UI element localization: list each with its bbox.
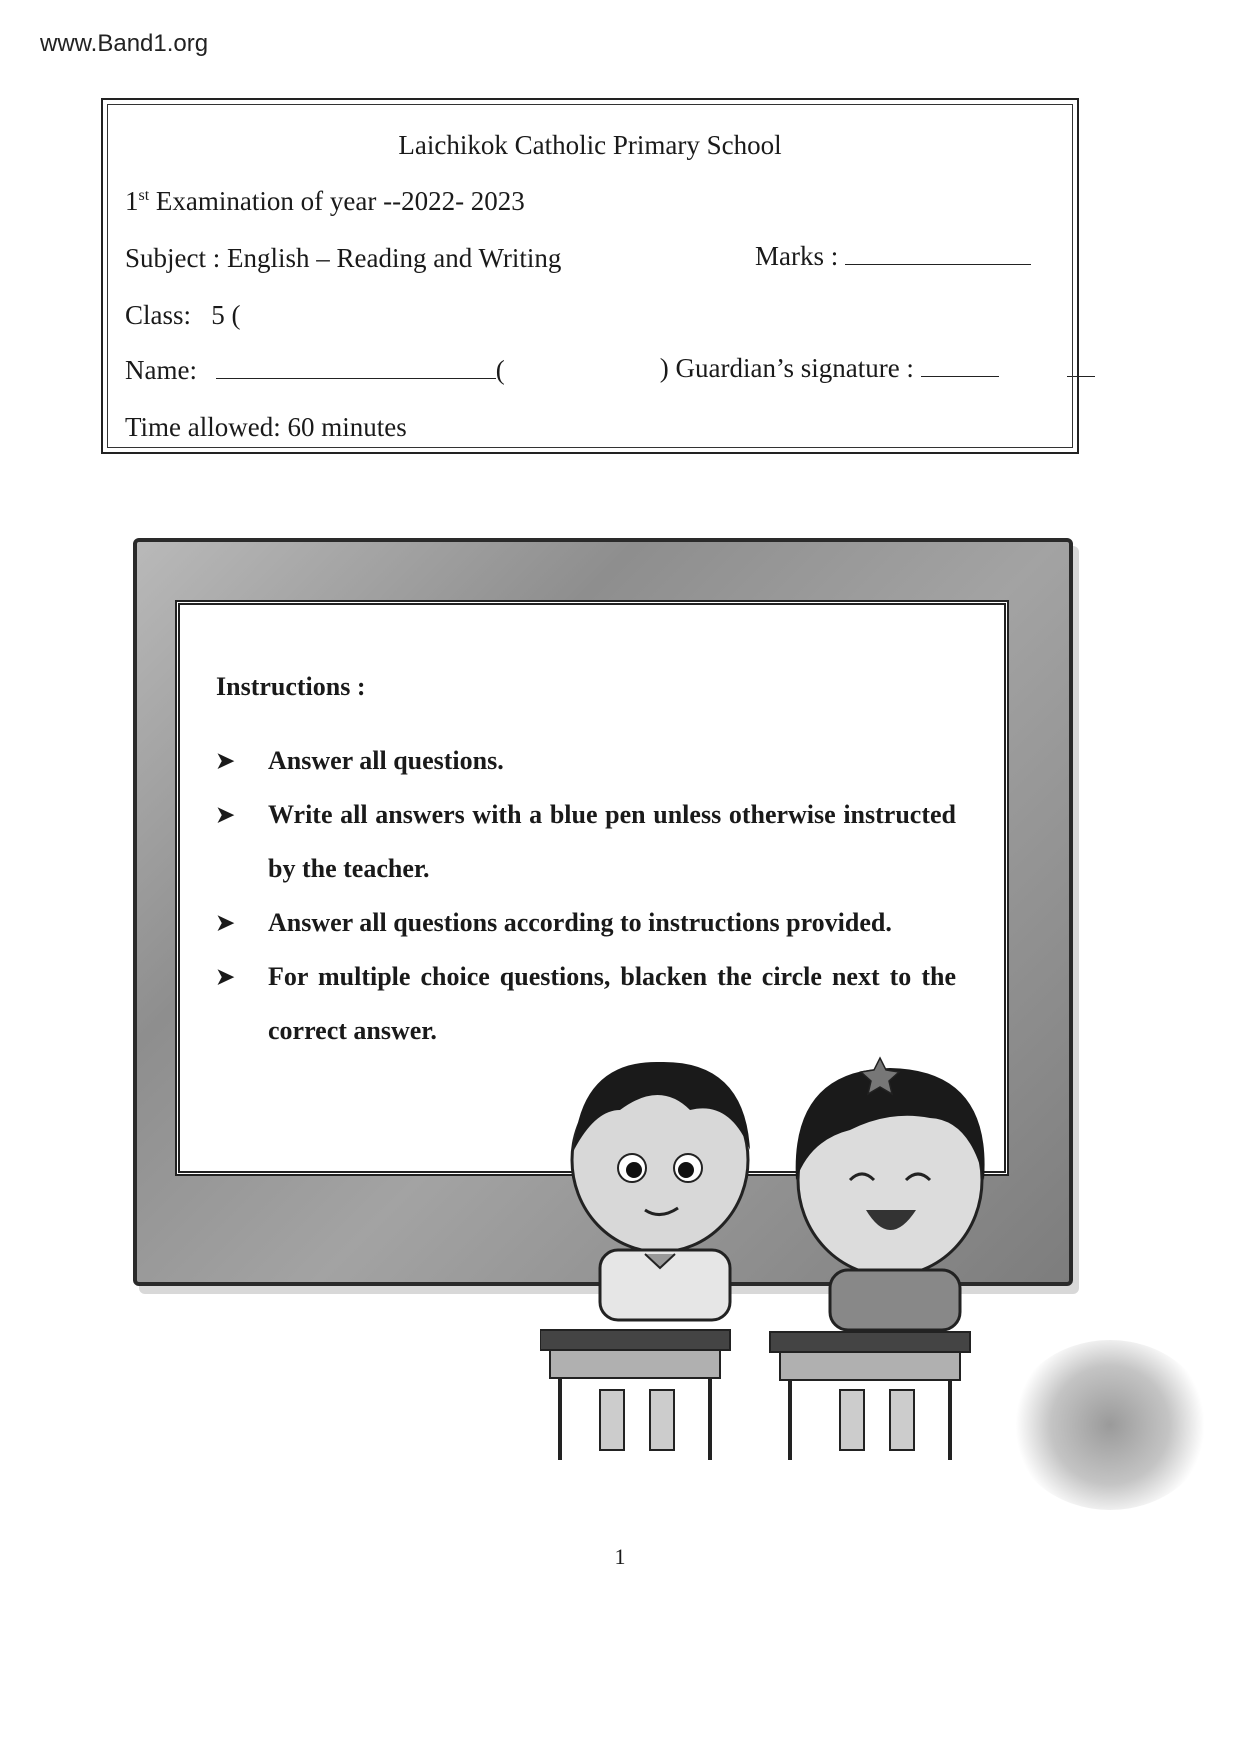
girl-figure — [796, 1058, 985, 1330]
arrowhead-bullet-icon: ➤ — [216, 748, 235, 773]
boy-figure — [572, 1062, 750, 1320]
name-label: Name: — [125, 355, 197, 385]
arrowhead-bullet-icon: ➤ — [216, 910, 235, 935]
instruction-text: Write all answers with a blue pen unless otherwise instructed by the teacher. — [268, 800, 956, 883]
exam-title — [125, 186, 525, 217]
marks-label: Marks : — [755, 241, 839, 271]
time-allowed: Time allowed: 60 minutes — [125, 412, 407, 442]
instruction-text: Answer all questions according to instructions provided. — [268, 908, 892, 937]
marks-blank[interactable] — [845, 246, 1031, 265]
instruction-item — [216, 788, 956, 896]
name-blank[interactable] — [216, 360, 496, 379]
guardian-signature-field[interactable] — [579, 353, 1095, 384]
watermark-url: www.Band1.org — [40, 30, 209, 57]
class-number-open-paren: ( — [495, 355, 505, 385]
instruction-item — [216, 896, 956, 950]
instruction-item — [216, 734, 956, 788]
instruction-text: Answer all questions. — [268, 746, 504, 775]
exam-year: Examination of year --2022- 2023 — [149, 186, 525, 216]
subject-line: Subject : English – Reading and Writing — [125, 243, 562, 273]
class-field[interactable] — [125, 300, 241, 331]
arrowhead-bullet-icon: ➤ — [216, 964, 235, 989]
name-field[interactable] — [125, 355, 505, 386]
guardian-signature-blank[interactable] — [921, 358, 999, 377]
guardian-label: ) Guardian’s signature : — [659, 353, 914, 383]
exam-header-box — [101, 98, 1079, 454]
desks — [540, 1330, 970, 1460]
class-label: Class: 5 ( — [125, 300, 241, 330]
exam-ordinal: 1 — [125, 186, 139, 216]
marks-field[interactable] — [755, 241, 1031, 272]
guardian-signature-blank-end — [1067, 358, 1095, 377]
children-at-desks-illustration — [540, 1040, 1020, 1520]
scan-smudge — [1010, 1340, 1210, 1510]
instruction-text: For multiple choice questions, blacken the circle next to the correct answer. — [268, 962, 956, 1045]
page-number: 1 — [614, 1544, 626, 1569]
arrowhead-bullet-icon: ➤ — [216, 802, 235, 827]
school-name: Laichikok Catholic Primary School — [398, 130, 782, 160]
instructions-title: Instructions : — [216, 672, 366, 701]
instructions-list — [216, 734, 956, 1058]
exam-ordinal-suffix: st — [138, 187, 150, 204]
